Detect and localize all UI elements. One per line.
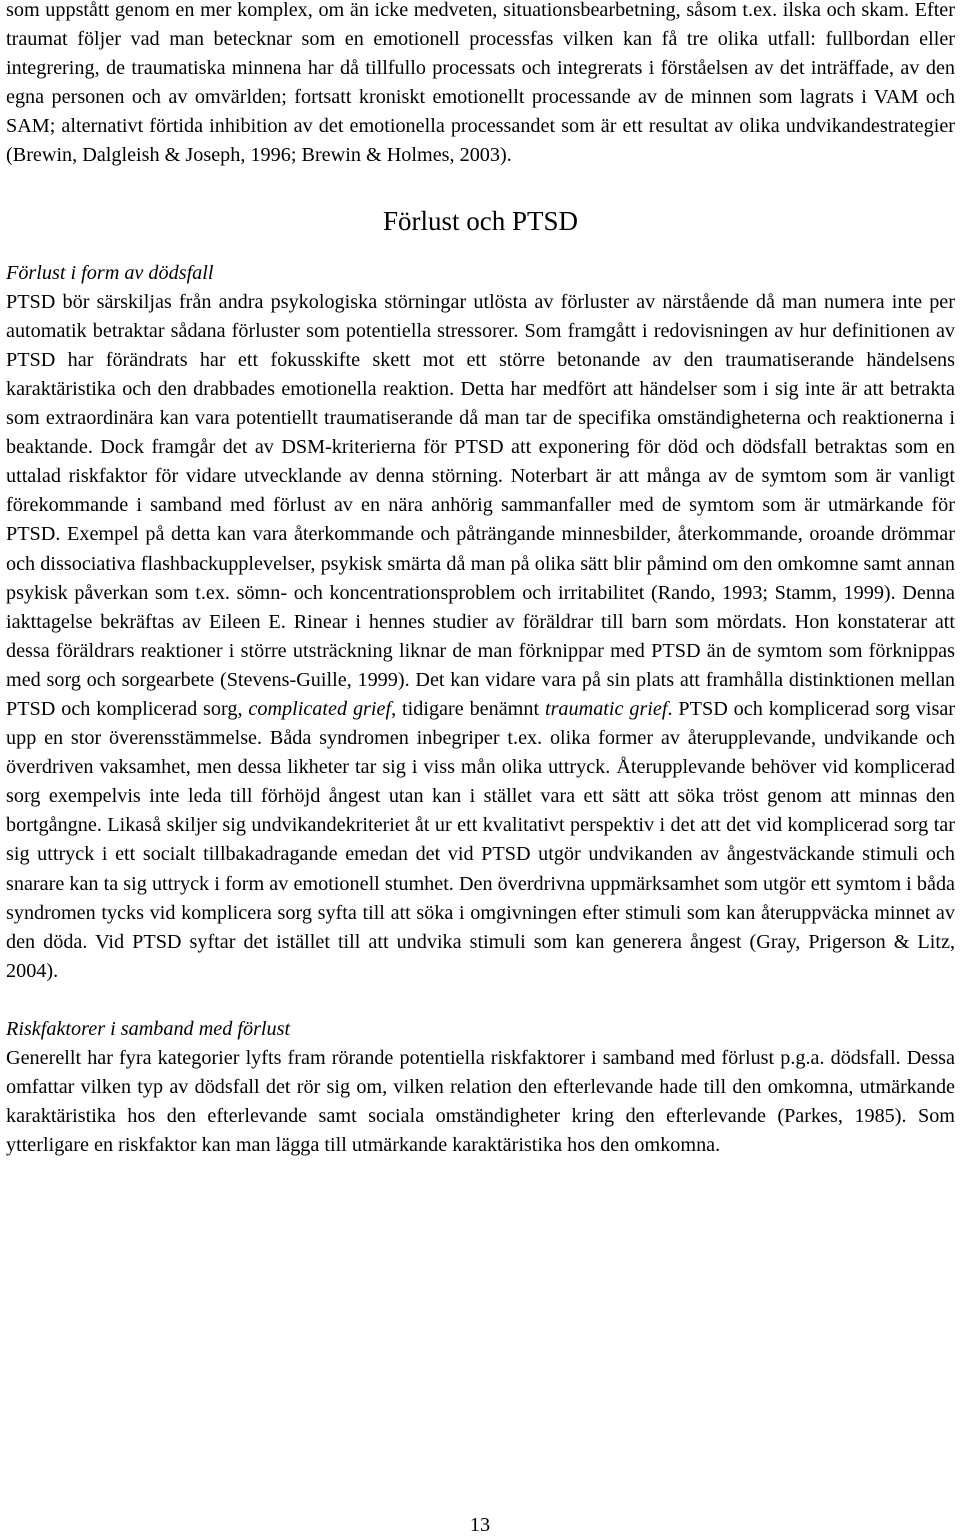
document-page xyxy=(6,0,955,1160)
subsection-title-loss: Förlust i form av dödsfall xyxy=(6,261,214,284)
risk-factors-paragraph: Generellt har fyra kategorier lyfts fram rörande potentiella riskfaktorer i samband med förlust p.g.a. dödsfall. Dessa omfattar vilken typ av dödsfall det rör sig om, vilken relation den efterlevande hade till den omkomna, utmärkande karaktäristika hos den efterlevande samt sociala omständigheter kring den efterlevande (Parkes, 1985). Som ytterligare en riskfaktor kan man lägga till utmärkande karaktäristika hos den omkomna. xyxy=(6,1047,955,1157)
loss-paragraph xyxy=(6,288,955,986)
intro-paragraph: som uppstått genom en mer komplex, om än icke medveten, situationsbearbetning, såsom t.ex. ilska och skam. Efter traumat följer vad man betecknar som en emotionell processfas vilken kan få tre olika utfall: fullbordan eller integrering, de traumatiska minnena har då tillfullo processats och integrerats i förståelsen av det inträffade, av den egna personen och av omvärlden; fortsatt kroniskt emotionellt processande av de minnen som lagrats i VAM och SAM; alternativt förtida inhibition av det emotionella processandet som är ett resultat av olika undvikandestrategier (Brewin, Dalgleish & Joseph, 1996; Brewin & Holmes, 2003). xyxy=(6,0,955,167)
term-complicated-grief: complicated grief xyxy=(248,697,392,720)
loss-paragraph-text-b: , tidigare benämnt xyxy=(391,697,545,720)
loss-paragraph-text-c: . PTSD och komplicerad sorg visar upp en stor överensstämmelse. Båda syndromen inbegriper t.ex. olika former av återupplevande, undvikande och överdriven vaksamhet, men dessa likheter tar sig i viss mån olika uttryck. Återupplevande behöver vid komplicerad sorg exempelvis inte leda till förhöjd ångest utan kan i stället vara ett sätt att söka tröst genom att minnas den bortgångne. Likaså skiljer sig undvikandekriteriet åt ur ett kvalitativt perspektiv i det att det vid komplicerad sorg tar sig uttryck i ett socialt tillbakadragande emedan det vid PTSD utgör undvikanden av ångestväckande stimuli och snarare kan ta sig uttryck i form av emotionell stumhet. Den överdrivna uppmärksamhet som utgör ett symtom i båda syndromen tycks vid komplicera sorg syfta till att söka i omgivningen efter stimuli som kan återuppväcka minnet av den döda. Vid PTSD syftar det istället till att undvika stimuli som kan generera ångest (Gray, Prigerson & Litz, 2004). xyxy=(6,697,956,982)
section-title: Förlust och PTSD xyxy=(382,205,579,236)
loss-paragraph-text-a: PTSD bör särskiljas från andra psykologiska störningar utlösta av förluster av närstående då man numera inte per automatik betraktar sådana förluster som potentiella stressorer. Som framgått i redovisningen av hur definitionen av PTSD har förändrats har ett fokusskifte skett mot ett större betonande av den traumatiserande händelsens karaktäristika och den drabbades emotionella reaktion. Detta har medfört att händelser som i sig inte är att betrakta som extraordinära kan vara potentiellt traumatiserande då man tar de specifika omständigheterna och reaktionerna i beaktande. Dock framgår det av DSM-kriterierna för PTSD att exponering för död och dödsfall betraktas som en uttalad riskfaktor för vidare utvecklande av denna störning. Noterbart är att många av de symtom som är vanligt förekommande i samband med förlust av en nära anhörig sammanfaller med de symtom som är utmärkande för PTSD. Exempel på detta kan vara återkommande och påträngande minnesbilder, återkommande, oroande drömmar och dissociativa flashbackupplevelser, psykisk smärta då man på olika sätt blir påmind om den omkomne samt annan psykisk påverkan som t.ex. sömn- och koncentrationsproblem och irritabilitet (Rando, 1993; Stamm, 1999). Denna iakttagelse bekräftas av Eileen E. Rinear i hennes studier av föräldrar till barn som mördats. Hon konstaterar att dessa föräldrars reaktioner i större utsträckning liknar de man förknippar med PTSD än de symtom som förknippas med sorg och sorgearbete (Stevens-Guille, 1999). Det kan vidare vara på sin plats att framhålla distinktionen mellan PTSD och komplicerad sorg, xyxy=(6,290,955,720)
subsection-title-risk-factors: Riskfaktorer i samband med förlust xyxy=(6,1017,291,1040)
page-number: 13 xyxy=(469,1514,491,1536)
term-traumatic-grief: traumatic grief xyxy=(544,697,668,720)
